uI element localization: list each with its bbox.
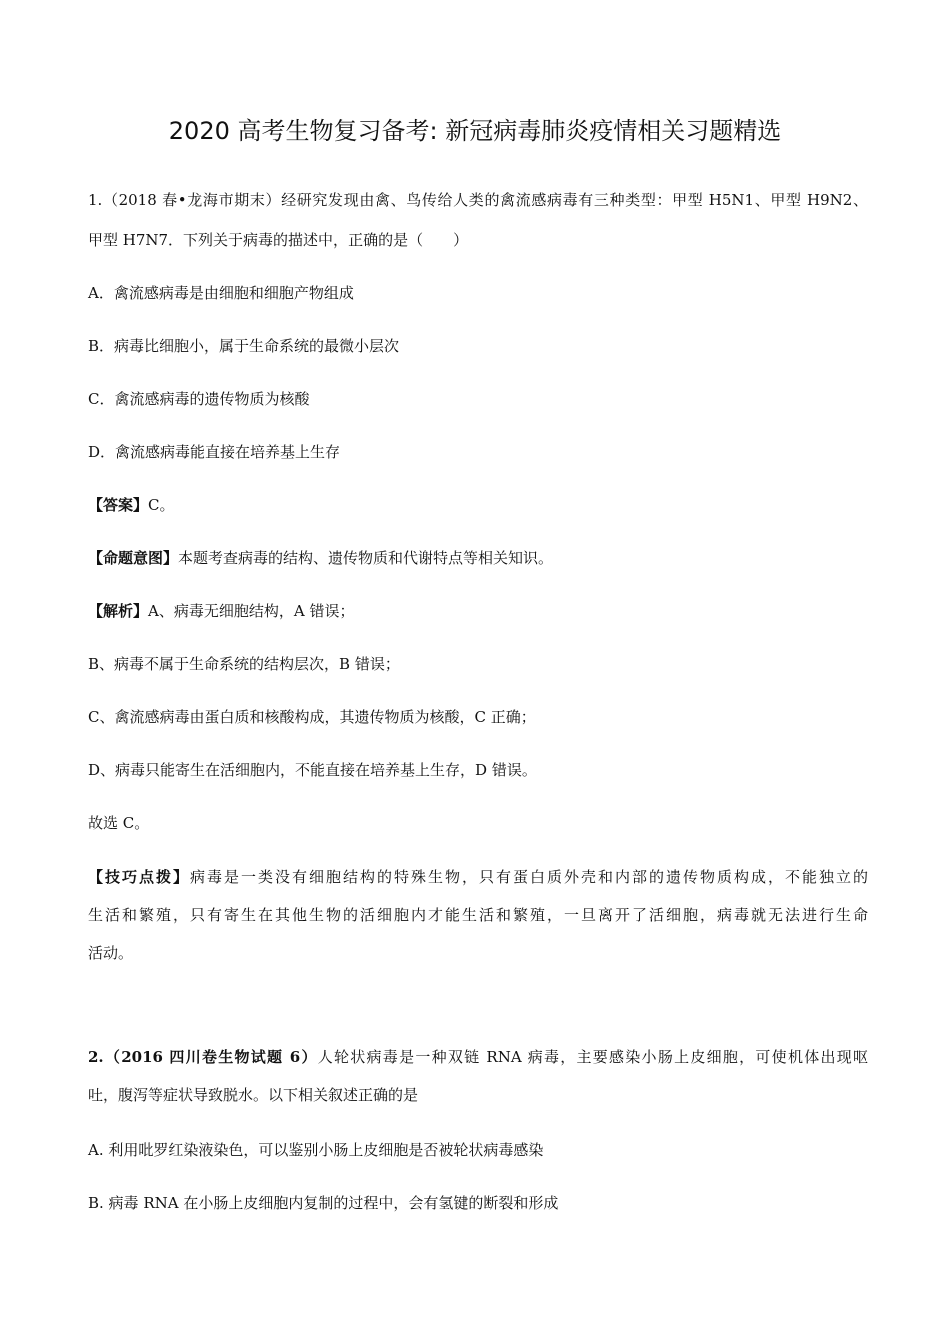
tips-label: 【技巧点拨】 [88,868,190,886]
tips-text-1: 病毒是一类没有细胞结构的特殊生物，只有蛋白质外壳和内部的遗传物质构成，不能独立的 [190,868,868,886]
q1-option-d: D．禽流感病毒能直接在培养基上生存 [88,443,341,461]
q1-intent [88,547,868,569]
q1-analysis [88,600,868,622]
q2-stem-line-2: 吐，腹泻等症状导致脱水。以下相关叙述正确的是 [88,1086,419,1104]
intent-label: 【命题意图】 [88,549,179,567]
q1-tips-line-2: 生活和繁殖，只有寄生在其他生物的活细胞内才能生活和繁殖，一旦离开了活细胞，病毒就无法进行生命 [88,906,868,924]
answer-label: 【答案】 [88,496,149,514]
answer-text: C。 [148,496,175,514]
q1-tips-line-3: 活动。 [88,944,134,962]
page-title: 2020 高考生物复习备考: 新冠病毒肺炎疫情相关习题精选 [168,117,782,145]
analysis-text: A、病毒无细胞结构，A 错误； [148,602,355,620]
q2-source: （2016 四川卷生物试题 6） [103,1048,318,1066]
q1-tips-line-1 [88,866,868,888]
q2-stem-line-1 [88,1046,868,1068]
intent-text: 本题考查病毒的结构、遗传物质和代谢特点等相关知识。 [178,549,554,567]
q1-stem-line-2: 甲型 H7N7．下列关于病毒的描述中，正确的是（ ） [88,231,469,249]
q1-option-b: B．病毒比细胞小，属于生命系统的最微小层次 [88,337,400,355]
q2-stem-text: 人轮状病毒是一种双链 RNA 病毒，主要感染小肠上皮细胞，可使机体出现呕 [317,1048,868,1066]
q1-stem-line-1: 1.（2018 春•龙海市期末）经研究发现由禽、鸟传给人类的禽流感病毒有三种类型：甲型 H5N1、甲型 H9N2、 [88,191,868,209]
q1-option-a: A．禽流感病毒是由细胞和细胞产物组成 [88,284,354,302]
q1-analysis-line-c: C、禽流感病毒由蛋白质和核酸构成，其遗传物质为核酸，C 正确； [88,708,536,726]
q1-conclusion: 故选 C。 [88,814,150,832]
q1-analysis-line-b: B、病毒不属于生命系统的结构层次，B 错误； [88,655,400,673]
q1-answer [88,494,868,516]
q1-analysis-line-d: D、病毒只能寄生在活细胞内，不能直接在培养基上生存，D 错误。 [88,761,537,779]
q2-option-a: A. 利用吡罗红染液染色，可以鉴别小肠上皮细胞是否被轮状病毒感染 [88,1141,544,1159]
q2-option-b: B. 病毒 RNA 在小肠上皮细胞内复制的过程中，会有氢键的断裂和形成 [88,1194,559,1212]
analysis-label: 【解析】 [88,602,149,620]
q2-number: 2. [88,1048,104,1066]
q1-option-c: C．禽流感病毒的遗传物质为核酸 [88,390,310,408]
